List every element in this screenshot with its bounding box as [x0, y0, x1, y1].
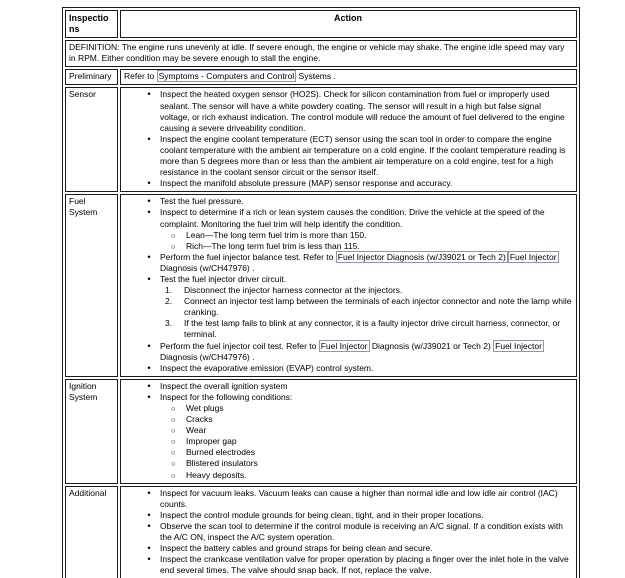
list-item	[124, 89, 572, 133]
item-text	[186, 414, 572, 425]
item-text	[124, 71, 572, 82]
text-segment: Blistered insulators	[186, 458, 258, 469]
section-label: Preliminary	[65, 69, 118, 85]
text-segment: Improper gap	[186, 436, 237, 447]
bullet-icon: •	[147, 251, 151, 263]
section-row-preliminary	[65, 69, 577, 85]
section-content	[120, 194, 577, 377]
list-item	[124, 252, 572, 274]
bullet-icon: •	[147, 178, 151, 190]
definition-text: DEFINITION: The engine runs unevenly at idle. If severe enough, the engine or vehicle may shake. The engine idle speed may vary in RPM. Either condition may be severe enough to stall the engine.	[65, 40, 577, 67]
list-item	[124, 543, 572, 554]
text-segment: Inspect the overall ignition system	[160, 380, 288, 391]
text-segment: Lean—The long term fuel trim is more than 150.	[186, 229, 367, 240]
section-content	[120, 69, 577, 85]
section-label: Sensor	[65, 87, 118, 192]
circle-bullet-icon: ○	[171, 230, 176, 240]
sub-list-item	[124, 447, 572, 458]
item-text	[186, 458, 572, 469]
bullet-icon: •	[147, 391, 151, 403]
item-text	[186, 230, 572, 241]
text-segment: Wear	[186, 425, 207, 436]
inspection-action-table	[62, 7, 580, 578]
text-segment: Inspect the battery cables and ground straps for being clean and secure.	[160, 543, 433, 554]
text-segment: Inspect to determine if a rich or lean system causes the condition. Drive the vehicle at the speed of the complaint. Monitoring the fuel trim will help identify the condition.	[160, 207, 545, 229]
item-text	[160, 341, 572, 363]
bullet-icon: •	[147, 520, 151, 532]
item-text	[160, 488, 572, 510]
section-content	[120, 486, 577, 578]
text-segment: Cracks	[186, 414, 213, 425]
item-text	[160, 510, 572, 521]
section-row-additional	[65, 486, 577, 578]
bullet-icon: •	[147, 196, 151, 208]
list-item	[124, 392, 572, 403]
list-item	[124, 207, 572, 229]
item-text	[160, 363, 572, 374]
text-segment: Inspect the engine coolant temperature (ECT) sensor using the scan tool in order to compare the engine coolant temperature with the ambient air temperature on a cold engine. If the coolant temperature reading is more than 5 degrees more than or less than the ambient air temperature on a cold engine, test for a high resistance in the coolant sensor circuit or the sensor itself.	[160, 133, 566, 178]
list-item	[124, 196, 572, 207]
sub-list-item	[124, 436, 572, 447]
step-number: 2.	[165, 296, 173, 307]
list-item	[124, 488, 572, 510]
list-item	[124, 178, 572, 189]
bullet-icon: •	[147, 340, 151, 352]
text-segment: Inspect the control module grounds for being clean, tight, and in their proper locations.	[160, 509, 484, 520]
circle-bullet-icon: ○	[171, 404, 176, 413]
text-segment: Wet plugs	[186, 403, 224, 413]
item-text	[186, 470, 572, 481]
item-text	[186, 403, 572, 414]
item-text	[186, 447, 572, 458]
item-text	[160, 381, 572, 392]
plain-line	[124, 71, 572, 82]
list-item	[124, 341, 572, 363]
step-number: 3.	[165, 318, 173, 329]
bullet-icon: •	[147, 362, 151, 374]
definition-row	[65, 40, 577, 67]
bullet-icon: •	[147, 273, 151, 285]
text-segment: If the test lamp fails to blink at any connector, it is a faulty injector drive circuit harness, connector, or terminal.	[184, 318, 561, 340]
reference-link[interactable]: Fuel Injector Diagnosis (w/J39021 or Tech 2)	[337, 251, 506, 262]
bullet-icon: •	[147, 543, 151, 555]
section-label: Additional	[65, 486, 118, 578]
section-label: Fuel System	[65, 194, 118, 377]
text-segment: Observe the scan tool to determine if the control module is receiving an A/C signal. If a condition exists with the A/C ON, inspect the A/C system operation.	[160, 520, 564, 543]
text-segment: Inspect for vacuum leaks. Vacuum leaks can cause a higher than normal idle and low idle air control (IAC) counts.	[160, 487, 558, 509]
bullet-icon: •	[147, 133, 151, 145]
circle-bullet-icon: ○	[171, 415, 176, 425]
item-text	[160, 392, 572, 403]
sub-list-item	[124, 470, 572, 481]
section-content	[120, 379, 577, 484]
section-row-ignition-system	[65, 379, 577, 484]
text-segment: Disconnect the injector harness connector at the injectors.	[184, 285, 403, 296]
numbered-step	[124, 296, 572, 318]
text-segment: Perform the fuel injector coil test. Refer to	[160, 340, 319, 351]
bullet-icon: •	[147, 89, 151, 101]
item-text	[160, 134, 572, 178]
numbered-step	[124, 285, 572, 296]
item-text	[160, 252, 572, 274]
bullet-icon: •	[147, 509, 151, 521]
column-header-inspections: Inspections	[65, 10, 118, 38]
numbered-step	[124, 318, 572, 340]
item-text	[184, 296, 572, 318]
item-text	[184, 318, 572, 340]
list-item	[124, 134, 572, 178]
text-segment: Inspect the evaporative emission (EVAP) control system.	[160, 362, 374, 373]
text-segment: Diagnosis (w/CH47976) .	[160, 351, 255, 362]
circle-bullet-icon: ○	[171, 470, 176, 480]
item-text	[160, 554, 572, 576]
text-segment: Inspect for the following conditions:	[160, 391, 293, 402]
circle-bullet-icon: ○	[171, 459, 176, 469]
list-item	[124, 510, 572, 521]
reference-link[interactable]: Fuel Injector	[320, 340, 368, 351]
list-item	[124, 554, 572, 576]
list-item	[124, 363, 572, 374]
column-header-action: Action	[120, 10, 577, 38]
item-text	[160, 274, 572, 285]
text-segment: Refer to	[124, 71, 157, 82]
reference-link[interactable]: Fuel Injector	[495, 340, 542, 351]
item-text	[160, 89, 572, 133]
text-segment: Inspect the crankcase ventilation valve for proper operation by placing a finger over the inlet hole in the valve end several times. The valve should snap back. If not, replace the valve.	[160, 554, 569, 576]
text-segment: Test the fuel injector driver circuit.	[160, 273, 287, 284]
section-content	[120, 87, 577, 192]
text-segment: Connect an injector test lamp between the terminals of each injector connector and note the lamp while cranking.	[184, 296, 572, 318]
sub-list-item	[124, 425, 572, 436]
text-segment: Test the fuel pressure.	[160, 196, 244, 207]
text-segment: Diagnosis (w/CH47976) .	[160, 262, 255, 273]
bullet-icon: •	[147, 554, 151, 566]
table-body	[65, 40, 577, 578]
sub-list-item	[124, 458, 572, 469]
step-number: 1.	[165, 285, 173, 296]
circle-bullet-icon: ○	[171, 437, 176, 447]
sub-list-item	[124, 230, 572, 241]
text-segment: Heavy deposits.	[186, 469, 247, 480]
section-label: Ignition System	[65, 379, 118, 484]
sub-list-item	[124, 414, 572, 425]
list-item	[124, 274, 572, 285]
list-item	[124, 381, 572, 392]
item-text	[186, 425, 572, 436]
section-row-fuel-system	[65, 194, 577, 377]
list-item	[124, 521, 572, 543]
item-text	[184, 285, 572, 296]
bullet-icon: •	[147, 487, 151, 499]
circle-bullet-icon: ○	[171, 448, 176, 458]
text-segment: Burned electrodes	[186, 447, 255, 458]
item-text	[160, 521, 572, 543]
text-segment: Perform the fuel injector balance test. Refer to	[160, 251, 336, 262]
text-segment: Systems .	[296, 71, 336, 82]
bullet-icon: •	[147, 207, 151, 219]
item-text	[160, 178, 572, 189]
reference-link[interactable]: Symptoms - Computers and Control	[158, 71, 295, 82]
sub-list-item	[124, 403, 572, 414]
text-segment: Inspect the heated oxygen sensor (HO2S). Check for silicon contamination from fuel or improperly used sealant. The sensor will have a white powdery coating. The sensor will result in a high but false signal voltage, or rich exhaust indication. The control module will reduce the amount of fuel delivered to the engine causing a severe driveability condition.	[160, 89, 565, 133]
text-segment: Diagnosis (w/J39021 or Tech 2)	[369, 340, 494, 351]
reference-link[interactable]: Fuel Injector	[509, 251, 557, 262]
item-text	[160, 207, 572, 229]
item-text	[186, 436, 572, 447]
item-text	[160, 196, 572, 207]
text-segment: Inspect the manifold absolute pressure (MAP) sensor response and accuracy.	[160, 178, 453, 189]
bullet-icon: •	[147, 380, 151, 392]
circle-bullet-icon: ○	[171, 241, 176, 251]
table-header-row	[65, 10, 577, 38]
section-row-sensor	[65, 87, 577, 192]
circle-bullet-icon: ○	[171, 426, 176, 436]
text-segment: Rich—The long term fuel trim is less than 115.	[186, 240, 360, 251]
item-text	[160, 543, 572, 554]
